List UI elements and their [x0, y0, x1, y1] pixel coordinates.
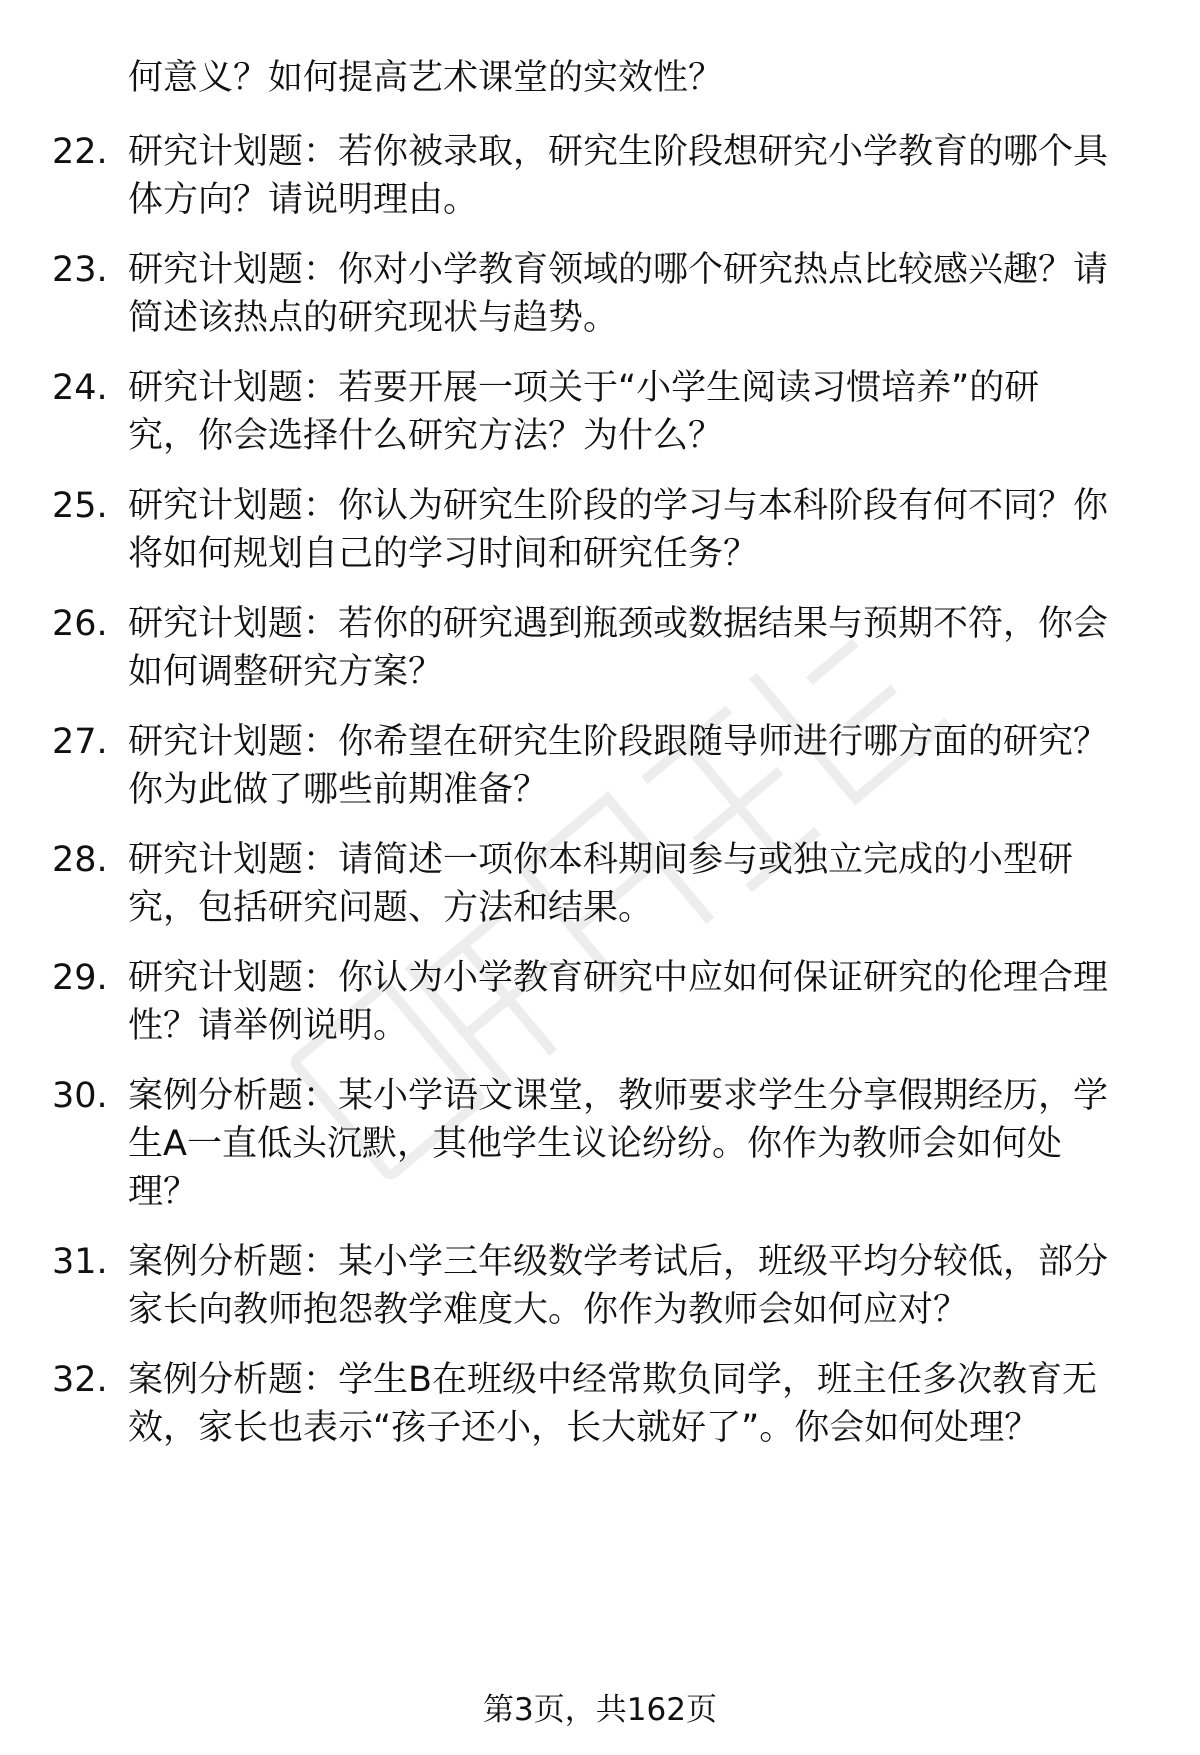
question-text-line: 效，家长也表示“孩子还小，长大就好了”。你会如何处理？ — [128, 1408, 1040, 1448]
continued-question-line: 何意义？如何提高艺术课堂的实效性？ — [128, 58, 724, 98]
question-text-line: 理？ — [128, 1172, 199, 1212]
question-number: 23. — [52, 250, 108, 290]
question-text-line: 案例分析题：某小学语文课堂，教师要求学生分享假期经历，学 — [128, 1076, 1109, 1116]
question-text-line: 研究计划题：你希望在研究生阶段跟随导师进行哪方面的研究？ — [128, 722, 1109, 762]
question-number: 31. — [52, 1242, 108, 1282]
question-text-line: 究，你会选择什么研究方法？为什么？ — [128, 416, 724, 456]
question-number: 22. — [52, 132, 108, 172]
question-text-line: 生A一直低头沉默，其他学生议论纷纷。你作为教师会如何处 — [128, 1124, 1062, 1164]
question-number: 29. — [52, 958, 108, 998]
question-text-line: 研究计划题：你认为研究生阶段的学习与本科阶段有何不同？你 — [128, 486, 1109, 526]
question-text-line: 研究计划题：若你的研究遇到瓶颈或数据结果与预期不符，你会 — [128, 604, 1109, 644]
question-text-line: 研究计划题：请简述一项你本科期间参与或独立完成的小型研 — [128, 840, 1074, 880]
question-number: 27. — [52, 722, 108, 762]
question-number: 26. — [52, 604, 108, 644]
question-text-line: 你为此做了哪些前期准备？ — [128, 770, 549, 810]
question-text-line: 家长向教师抱怨教学难度大。你作为教师会如何应对？ — [128, 1290, 969, 1330]
question-number: 30. — [52, 1076, 108, 1116]
question-text-line: 案例分析题：学生B在班级中经常欺负同学，班主任多次教育无 — [128, 1360, 1098, 1400]
question-text-line: 研究计划题：若你被录取，研究生阶段想研究小学教育的哪个具 — [128, 132, 1109, 172]
question-text-line: 性？请举例说明。 — [128, 1006, 409, 1046]
question-text-line: 体方向？请说明理由。 — [128, 180, 479, 220]
question-text-line: 研究计划题：你认为小学教育研究中应如何保证研究的伦理合理 — [128, 958, 1109, 998]
question-number: 24. — [52, 368, 108, 408]
question-text-line: 究，包括研究问题、方法和结果。 — [128, 888, 654, 928]
question-text-line: 研究计划题：你对小学教育领域的哪个研究热点比较感兴趣？请 — [128, 250, 1109, 290]
question-text-line: 简述该热点的研究现状与趋势。 — [128, 298, 619, 338]
question-number: 28. — [52, 840, 108, 880]
question-text-line: 如何调整研究方案？ — [128, 652, 444, 692]
question-number: 32. — [52, 1360, 108, 1400]
question-text-line: 案例分析题：某小学三年级数学考试后，班级平均分较低，部分 — [128, 1242, 1109, 1282]
question-text-line: 将如何规划自己的学习时间和研究任务？ — [128, 534, 759, 574]
question-number: 25. — [52, 486, 108, 526]
question-text-line: 研究计划题：若要开展一项关于“小学生阅读习惯培养”的研 — [128, 368, 1040, 408]
page-number-footer: 第3页，共162页 — [483, 1692, 717, 1728]
